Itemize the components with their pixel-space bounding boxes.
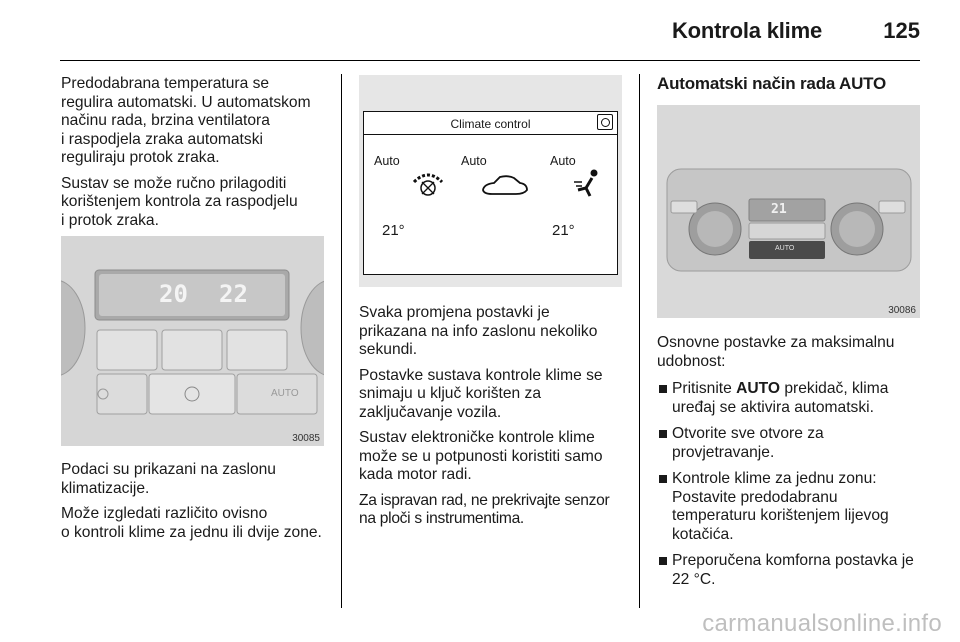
- paragraph: Osnovne postavke za maksimalnu udobnost:: [657, 334, 895, 370]
- bullet-item: [657, 380, 927, 417]
- column-2: [359, 304, 629, 536]
- airflow-mode-label: Auto: [550, 154, 576, 168]
- fan-mode-label: Auto: [374, 154, 400, 168]
- climate-control-screen: [363, 111, 618, 275]
- image-code: 30085: [292, 433, 320, 444]
- climate-display-illustration: [359, 75, 622, 287]
- bullet-text: Pritisnite: [672, 380, 737, 397]
- auto-label: AUTO: [736, 380, 781, 397]
- column-1: [61, 75, 331, 237]
- paragraph: Svaka promjena postavki je prikazana na info zaslonu nekoliko sekundi.: [359, 304, 598, 358]
- page-title: Kontrola klime: [671, 18, 822, 43]
- column-3-heading: [657, 75, 927, 104]
- watermark: carmanualsonline.info: [702, 610, 942, 637]
- bullet-item: Preporučena komforna postavka je 22 °C.: [657, 552, 927, 589]
- right-temperature: 21°: [552, 222, 575, 239]
- paragraph: Sustav se može ručno prilagoditi korištenjem kontrola za raspodjelu i protok zraka.: [61, 174, 298, 229]
- paragraph: Postavke sustava kontrole klime se snimaju u ključ korišten za zaključavanje vozila.: [359, 366, 603, 421]
- column-separator-1: [341, 74, 342, 608]
- bullet-item: Kontrole klime za jednu zonu: Postavite predodabranu temperaturu korištenjem lijevog kotačića.: [657, 470, 927, 544]
- bullet-text: prekidač, klima uređaj se aktivira automatski.: [672, 380, 889, 416]
- paragraph: Za ispravan rad, ne prekrivajte senzor na ploči s instrumentima.: [359, 491, 610, 527]
- screen-divider: [364, 134, 617, 135]
- car-icon: [480, 174, 530, 198]
- column-separator-2: [639, 74, 640, 608]
- left-temperature: 21°: [382, 222, 405, 239]
- header-rule: [60, 60, 920, 61]
- paragraph: Podaci su prikazani na zaslonu klimatizacije.: [61, 461, 276, 497]
- settings-icon: [597, 114, 613, 130]
- image-code: 30086: [888, 305, 916, 316]
- auto-button-label: AUTO: [271, 388, 299, 399]
- panel-display-text: 21: [771, 202, 787, 217]
- paragraph: Predodabrana temperatura se regulira automatski. U automatskom načinu rada, brzina ventilatora i raspodjela zraka automatski reguliraju protok zraka.: [61, 75, 311, 166]
- auto-panel-illustration: [657, 105, 920, 318]
- paragraph: Može izgledati različito ovisno o kontroli klime za jednu ili dvije zone.: [61, 505, 322, 541]
- seat-airflow-icon: [570, 166, 604, 200]
- paragraph: Sustav elektroničke kontrole klime može se u potpunosti koristiti samo kada motor radi.: [359, 429, 603, 483]
- screen-title: Climate control: [450, 117, 531, 131]
- bullet-item: Otvorite sve otvore za provjetravanje.: [657, 425, 927, 462]
- page-number: 125: [883, 18, 920, 43]
- auto-button-label: AUTO: [775, 245, 795, 252]
- distribution-mode-label: Auto: [461, 154, 487, 168]
- panel-display-text: 20: [159, 280, 188, 308]
- section-heading: Automatski način rada AUTO: [657, 74, 887, 93]
- column-1-lower: [61, 461, 331, 549]
- climate-panel-illustration: [61, 236, 324, 446]
- panel-display-text: 22: [219, 280, 248, 308]
- fan-icon: [408, 170, 448, 200]
- climate-panel-photo: [61, 236, 324, 446]
- column-3: [657, 334, 927, 597]
- auto-panel-photo: [657, 105, 920, 318]
